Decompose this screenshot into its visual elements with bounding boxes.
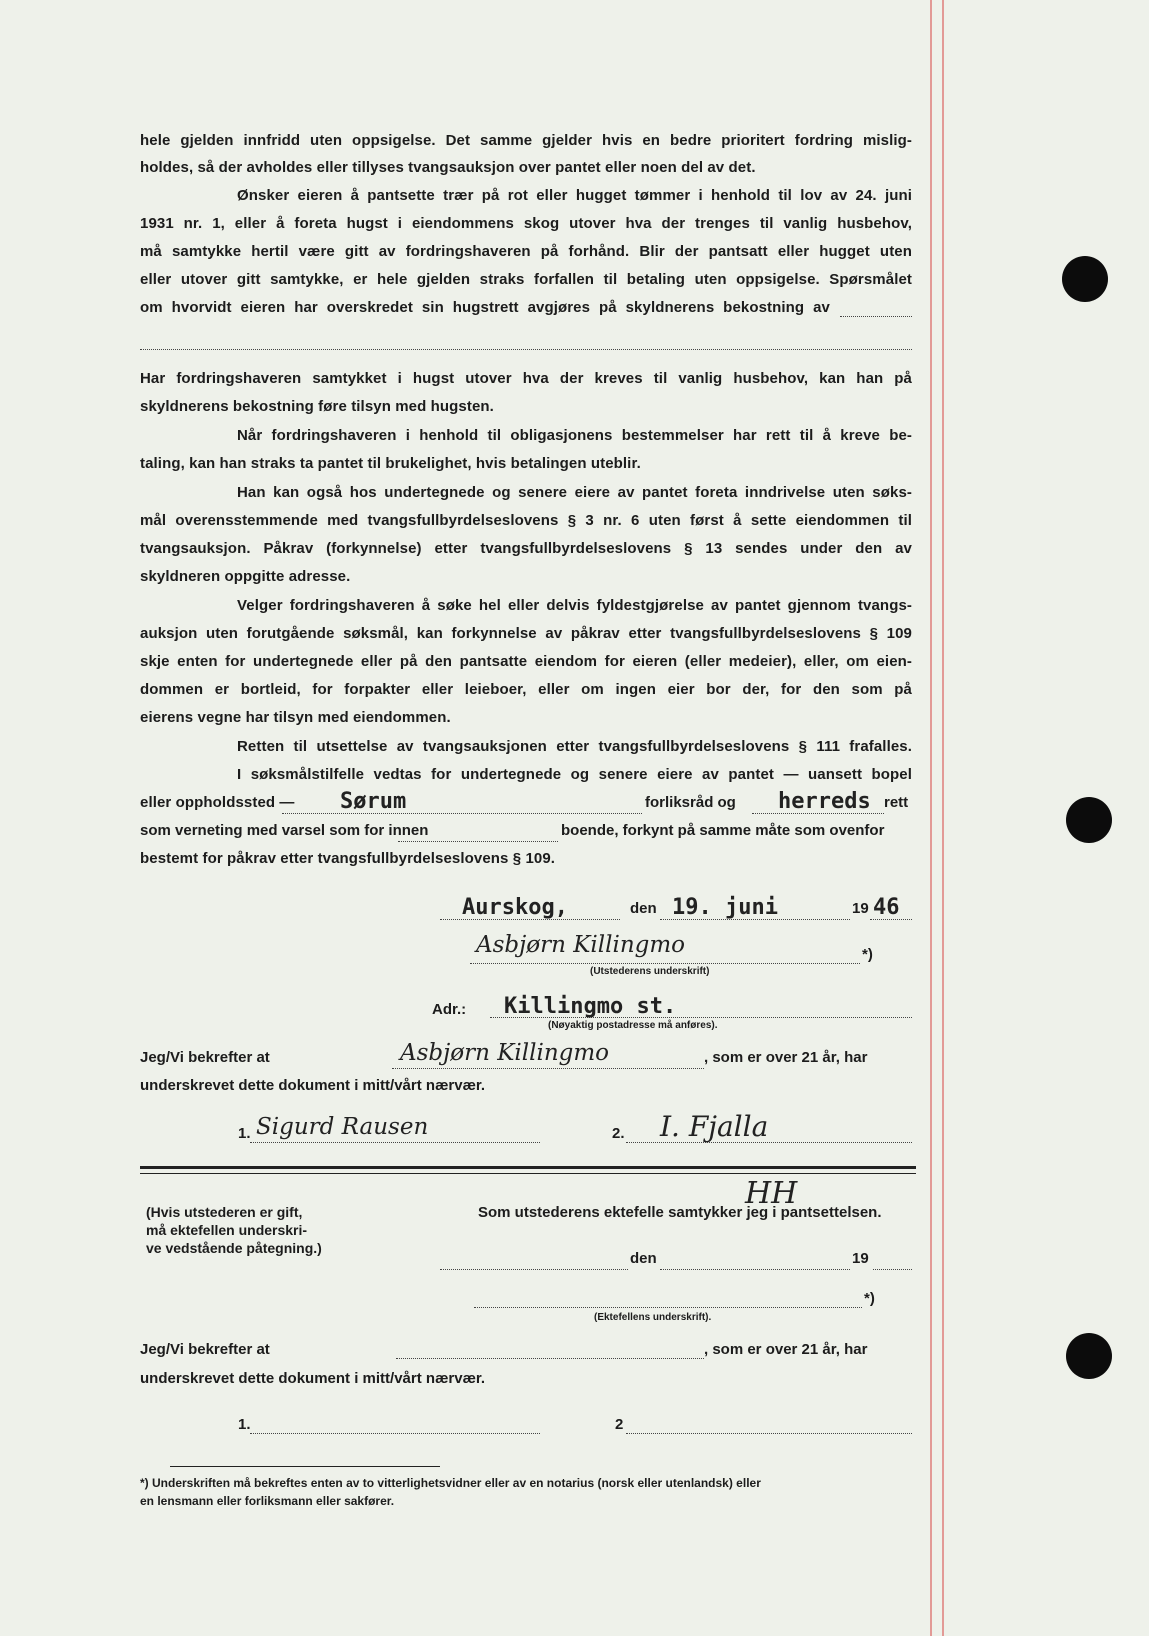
- section-divider-thin: [140, 1173, 916, 1174]
- spouse-note-l1: (Hvis utstederen er gift,: [146, 1204, 303, 1220]
- text-line: bestemt for påkrav etter tvangsfullbyrdelseslovens § 109.: [140, 850, 556, 867]
- attest2-age: , som er over 21 år, har: [704, 1341, 868, 1358]
- attest2-label: Jeg/Vi bekrefter at: [140, 1341, 270, 1358]
- punch-hole-bottom: [1066, 1333, 1112, 1379]
- attest-name-blank: [392, 1067, 704, 1069]
- text-line: Når fordringshaveren i henhold til obligasjonens bestemmelser har rett til å kreve be-: [237, 427, 912, 444]
- text-line: Velger fordringshaveren å søke hel eller delvis fyldestgjørelse av pantet gjennom tvangs-: [237, 597, 912, 614]
- witness1b-number: 1.: [238, 1416, 251, 1433]
- text-line: skyldneren oppgitte adresse.: [140, 568, 351, 585]
- attest-label: Jeg/Vi bekrefter at: [140, 1049, 270, 1066]
- text-line: forliksråd og: [645, 794, 736, 811]
- witness2b-line: [626, 1432, 912, 1434]
- footnote-marker: *): [862, 946, 873, 963]
- text-line: tvangsauksjon. Påkrav (forkynnelse) etter tvangsfullbyrdelseslovens § 13 sendes under den av: [140, 540, 912, 557]
- attest-presence: underskrevet dette dokument i mitt/vårt nærvær.: [140, 1077, 486, 1094]
- footnote-line-2: en lensmann eller forliksmann eller sakfører.: [140, 1494, 395, 1508]
- court-value: herreds: [778, 789, 871, 814]
- witness2-number: 2.: [612, 1125, 625, 1142]
- section-divider: [140, 1166, 916, 1169]
- spouse-caption: (Ektefellens underskrift).: [594, 1312, 712, 1323]
- text-line: skyldnerens bekostning føre tilsyn med hugsten.: [140, 398, 494, 415]
- place-value: Aurskog,: [462, 895, 568, 920]
- year-blank: [870, 918, 912, 920]
- blank-line: [840, 315, 912, 317]
- witness2b-number: 2: [615, 1416, 624, 1433]
- address-caption: (Nøyaktig postadresse må anføres).: [548, 1020, 718, 1031]
- year-prefix: 19: [852, 900, 869, 917]
- spouse-year-blank: [873, 1268, 912, 1270]
- text-line: må samtykke hertil være gitt av fordringshaveren på forhånd. Blir der pantsatt eller hugget uten: [140, 243, 912, 260]
- attest2-presence: underskrevet dette dokument i mitt/vårt nærvær.: [140, 1370, 486, 1387]
- punch-hole-middle: [1066, 797, 1112, 843]
- text-line: om hvorvidt eieren har overskredet sin hugstrett avgjøres på skyldnerens bekostning av: [140, 299, 830, 316]
- text-line: eller oppholdssted —: [140, 794, 295, 811]
- footnote-line-1: *) Underskriften må bekreftes enten av to vitterlighetsvidner eller av en notarius (norsk eller utenlandsk) eller: [140, 1476, 761, 1490]
- text-line: hele gjelden innfridd uten oppsigelse. Det samme gjelder hvis en bedre prioritert fordring mislig-: [140, 132, 912, 149]
- text-line: rett: [884, 794, 909, 811]
- address-label: Adr.:: [432, 1001, 467, 1018]
- spouse-den-label: den: [630, 1250, 657, 1267]
- witness2-signature: I. Fjalla: [660, 1110, 769, 1143]
- text-line: boende, forkynt på samme måte som ovenfor: [561, 822, 885, 839]
- spouse-place-blank: [440, 1268, 628, 1270]
- spouse-year-prefix: 19: [852, 1250, 869, 1267]
- spouse-consent: Som utstederens ektefelle samtykker jeg i pantsettelsen.: [478, 1204, 882, 1221]
- text-line: skje enten for undertegnede eller på den pantsatte eiendom for eieren (eller medeier), eller, om eien-: [140, 653, 912, 670]
- text-line: taling, kan han straks ta pantet til brukelighet, hvis betalingen uteblir.: [140, 455, 641, 472]
- text-line: mål overensstemmende med tvangsfullbyrdelseslovens § 3 nr. 6 uten først å sette eiendommen til: [140, 512, 912, 529]
- spouse-note-l2: må ektefellen underskri-: [146, 1222, 308, 1238]
- text-line: Han kan også hos undertegnede og senere eiere av pantet foreta inndrivelse uten søks-: [237, 484, 912, 501]
- issuer-signature-line: [470, 962, 860, 964]
- witness1-signature: Sigurd Rausen: [256, 1114, 429, 1140]
- issuer-signature: Asbjørn Killingmo: [476, 932, 686, 958]
- punch-hole-top: [1062, 256, 1108, 302]
- date-den-label: den: [630, 900, 657, 917]
- text-line: eierens vegne har tilsyn med eiendommen.: [140, 709, 451, 726]
- year-suffix: 46: [873, 895, 900, 920]
- witness1-line: [250, 1141, 540, 1143]
- attest2-name-blank: [396, 1357, 704, 1359]
- margin-line-left: [930, 0, 932, 1636]
- text-line: eller utover gitt samtykke, er hele gjelden straks forfallen til betaling uten oppsigelse. Spørsmålet: [140, 271, 912, 288]
- attest-name-value: Asbjørn Killingmo: [400, 1040, 610, 1066]
- text-line: 1931 nr. 1, eller å foreta hugst i eiendommens skog utover hva der trenges til vanlig husbehov,: [140, 215, 912, 232]
- text-line: Retten til utsettelse av tvangsauksjonen etter tvangsfullbyrdelseslovens § 111 frafalles.: [237, 738, 912, 755]
- text-line: holdes, så der avholdes eller tillyses tvangsauksjon over pantet eller noen del av det.: [140, 159, 756, 176]
- address-value: Killingmo st.: [504, 994, 677, 1019]
- spouse-footnote-marker: *): [864, 1290, 875, 1307]
- spouse-note-l3: ve vedstående påtegning.): [146, 1240, 322, 1256]
- spouse-signature-line: [474, 1306, 862, 1308]
- witness1-number: 1.: [238, 1125, 251, 1142]
- attest-age: , som er over 21 år, har: [704, 1049, 868, 1066]
- text-line: auksjon uten forutgående søksmål, kan forkynnelse av påkrav etter tvangsfullbyrdelseslovens § 109: [140, 625, 912, 642]
- blank-line: [140, 348, 912, 350]
- venue-blank: [282, 812, 642, 814]
- footnote-rule: [170, 1466, 440, 1467]
- text-line: dommen er bortleid, for forpakter eller leieboer, eller om ingen eier bor der, for den som på: [140, 681, 912, 698]
- text-line: Har fordringshaveren samtykket i hugst utover hva der kreves til vanlig husbehov, kan han på: [140, 370, 912, 387]
- blank-line: [398, 840, 558, 842]
- spouse-initials: HH: [745, 1176, 798, 1211]
- text-line: som verneting med varsel som for innen: [140, 822, 429, 839]
- spouse-date-blank: [660, 1268, 850, 1270]
- text-line: Ønsker eieren å pantsette trær på rot eller hugget tømmer i henhold til lov av 24. juni: [237, 187, 912, 204]
- witness1b-line: [250, 1432, 540, 1434]
- text-line: I søksmålstilfelle vedtas for undertegnede og senere eiere av pantet — uansett bopel: [237, 766, 912, 783]
- venue-value: Sørum: [340, 789, 407, 814]
- issuer-caption: (Utstederens underskrift): [590, 966, 710, 977]
- margin-line-right: [942, 0, 944, 1636]
- date-value: 19. juni: [672, 895, 778, 920]
